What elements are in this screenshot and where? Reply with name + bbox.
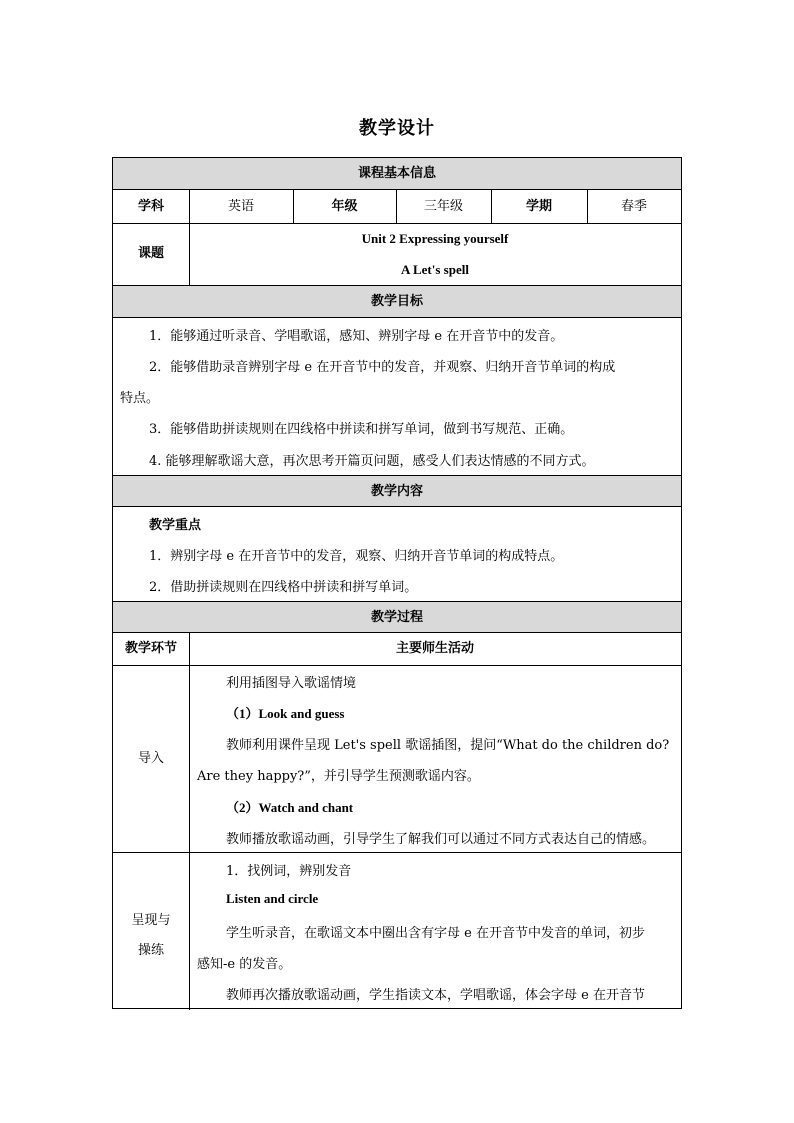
present-line: Listen and circle xyxy=(226,891,319,906)
subject-label: 学科 xyxy=(137,199,164,214)
process-header: 教学过程 xyxy=(113,601,681,633)
topic-line-2: A Let's spell xyxy=(401,262,469,277)
focus-line: 1．辨别字母 e 在开音节中的发音，观察、归纳开音节单词的构成特点。 xyxy=(149,549,564,564)
present-line: 感知-e 的发音。 xyxy=(197,957,292,972)
intro-line: 利用插图导入歌谣情境 xyxy=(226,676,357,691)
divider xyxy=(113,223,681,224)
objectives-header: 教学目标 xyxy=(113,286,681,318)
intro-line: Are they happy?”，并引导学生预测歌谣内容。 xyxy=(197,769,480,784)
term-value: 春季 xyxy=(620,199,647,214)
divider xyxy=(396,190,397,223)
stage-col-header: 教学环节 xyxy=(124,641,177,656)
objective-line: 3．能够借助拼读规则在四线格中拼读和拼写单词，做到书写规范、正确。 xyxy=(149,422,574,437)
grade-value: 三年级 xyxy=(423,199,463,214)
subject-value: 英语 xyxy=(227,199,254,214)
content-header: 教学内容 xyxy=(113,475,681,507)
divider xyxy=(113,665,681,666)
intro-line: 教师播放歌谣动画，引导学生了解我们可以通过不同方式表达自己的情感。 xyxy=(226,832,656,847)
stage-present-2: 操练 xyxy=(137,943,164,958)
stage-present-1: 呈现与 xyxy=(131,913,171,928)
divider xyxy=(293,190,294,223)
page-title: 教学设计 xyxy=(359,118,435,139)
activity-col-header: 主要师生活动 xyxy=(395,641,474,656)
topic-label: 课题 xyxy=(137,246,164,261)
stage-intro: 导入 xyxy=(137,751,164,766)
intro-line: 教师利用课件呈现 Let's spell 歌谣插图，提问“What do the children do? xyxy=(226,738,670,753)
divider xyxy=(113,852,681,853)
objective-line: 1．能够通过听录音、学唱歌谣，感知、辨别字母 e 在开音节中的发音。 xyxy=(149,329,564,344)
lesson-plan-table xyxy=(112,157,682,1009)
intro-line: （2）Watch and chant xyxy=(226,800,354,815)
focus-label: 教学重点 xyxy=(149,518,202,533)
term-label: 学期 xyxy=(525,199,552,214)
divider xyxy=(189,190,190,223)
objective-line: 4. 能够理解歌谣大意，再次思考开篇页问题，感受人们表达情感的不同方式。 xyxy=(149,454,595,469)
topic-line-1: Unit 2 Expressing yourself xyxy=(361,231,509,246)
divider xyxy=(491,190,492,223)
objective-line: 2．能够借助录音辨别字母 e 在开音节中的发音，并观察、归纳开音节单词的构成 xyxy=(149,360,616,375)
objective-line: 特点。 xyxy=(120,391,160,406)
divider xyxy=(587,190,588,223)
focus-line: 2．借助拼读规则在四线格中拼读和拼写单词。 xyxy=(149,580,418,595)
basic-info-header: 课程基本信息 xyxy=(113,158,681,190)
grade-label: 年级 xyxy=(331,199,358,214)
present-line: 教师再次播放歌谣动画，学生指读文本，学唱歌谣，体会字母 e 在开音节 xyxy=(226,988,645,1003)
divider xyxy=(113,1008,681,1009)
present-line: 1．找例词，辨别发音 xyxy=(226,864,352,879)
intro-line: （1）Look and guess xyxy=(226,706,345,721)
present-line: 学生听录音，在歌谣文本中圈出含有字母 e 在开音节中发音的单词，初步 xyxy=(226,926,645,941)
divider xyxy=(189,633,190,1010)
